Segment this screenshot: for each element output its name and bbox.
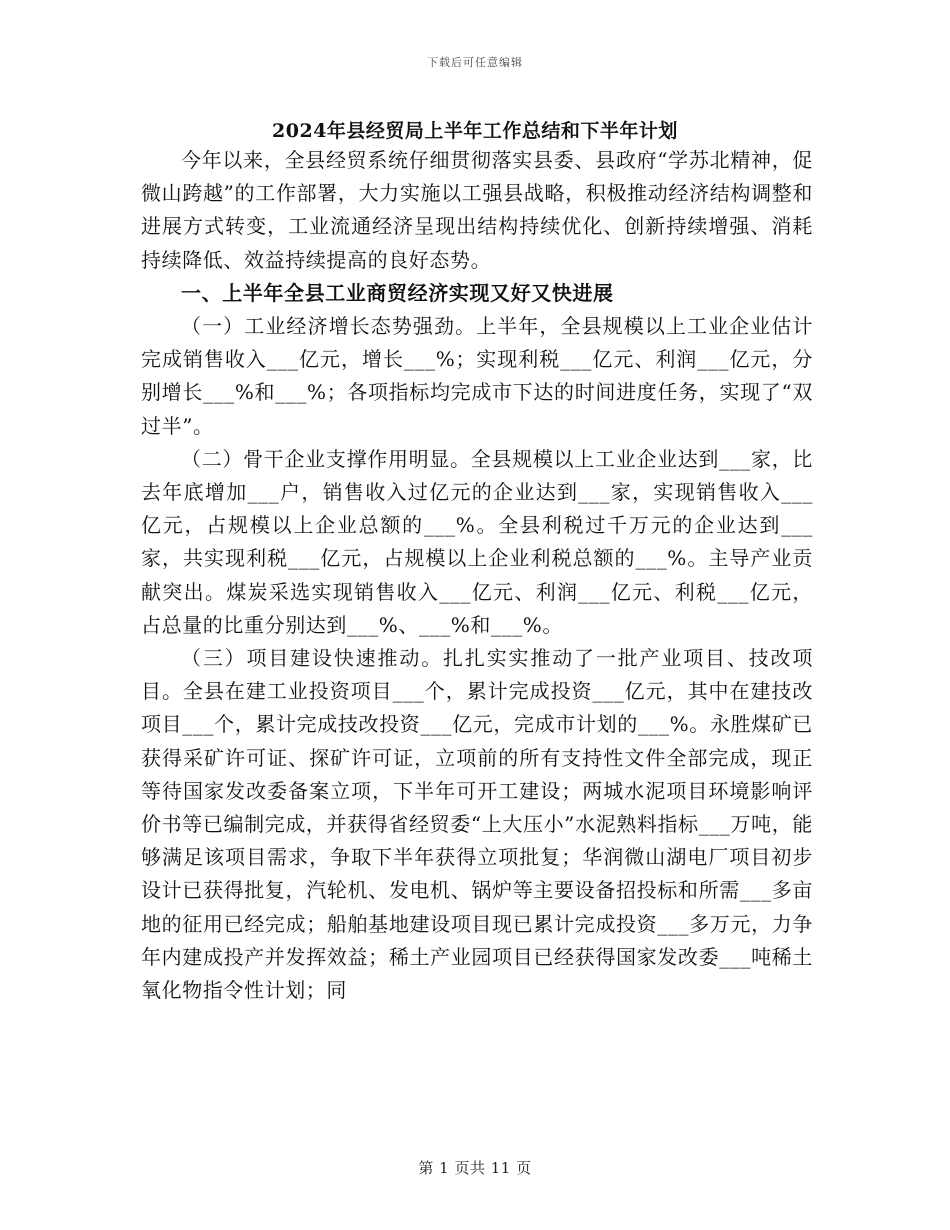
document-title: 2024年县经贸局上半年工作总结和下半年计划 [272, 120, 678, 142]
header-note: 下载后可任意编辑 [427, 56, 523, 69]
document-body [141, 144, 813, 1007]
paragraph-industrial-growth: （一）工业经济增长态势强劲。上半年，全县规模以上工业企业估计完成销售收入___亿元，增长___%；实现利税___亿元、利润___亿元，分别增长___%和___%；各项指标均完成市下达的时间进度任务，实现了“双过半”。 [141, 314, 813, 438]
section-heading-1: 一、上半年全县工业商贸经济实现又好又快进展 [181, 280, 614, 305]
paragraph-key-enterprises: （二）骨干企业支撑作用明显。全县规模以上工业企业达到___家，比去年底增加___户，销售收入过亿元的企业达到___家，实现销售收入___亿元，占规模以上企业总额的___%。全县利税过千万元的企业达到___家，共实现利税___亿元，占规模以上企业利税总额的___%。主导产业贡献突出。煤炭采选实现销售收入___亿元、利润___亿元、利税___亿元，占总量的比重分别达到___%、___%和___%。 [141, 446, 813, 637]
paragraph-project-construction: （三）项目建设快速推动。扎扎实实推动了一批产业项目、技改项目。全县在建工业投资项目___个，累计完成投资___亿元，其中在建技改项目___个，累计完成技改投资___亿元，完成市计划的___%。永胜煤矿已获得采矿许可证、探矿许可证，立项前的所有支持性文件全部完成，现正等待国家发改委备案立项，下半年可开工建设；两城水泥项目环境影响评价书等已编制完成，并获得省经贸委“上大压小”水泥熟料指标___万吨，能够满足该项目需求，争取下半年获得立项批复；华润微山湖电厂项目初步设计已获得批复，汽轮机、发电机、锅炉等主要设备招投标和所需___多亩地的征用已经完成；船舶基地建设项目现已累计完成投资___多万元，力争年内建成投产并发挥效益；稀土产业园项目已经获得国家发改委___吨稀土氧化物指令性计划；同 [141, 646, 813, 1003]
intro-paragraph: 今年以来，全县经贸系统仔细贯彻落实县委、县政府“学苏北精神，促微山跨越”的工作部署，大力实施以工强县战略，积极推动经济结构调整和进展方式转变，工业流通经济呈现出结构持续优化、创新持续增强、消耗持续降低、效益持续提高的良好态势。 [141, 148, 813, 272]
page-footer: 第 1 页共 11 页 [418, 1159, 532, 1177]
